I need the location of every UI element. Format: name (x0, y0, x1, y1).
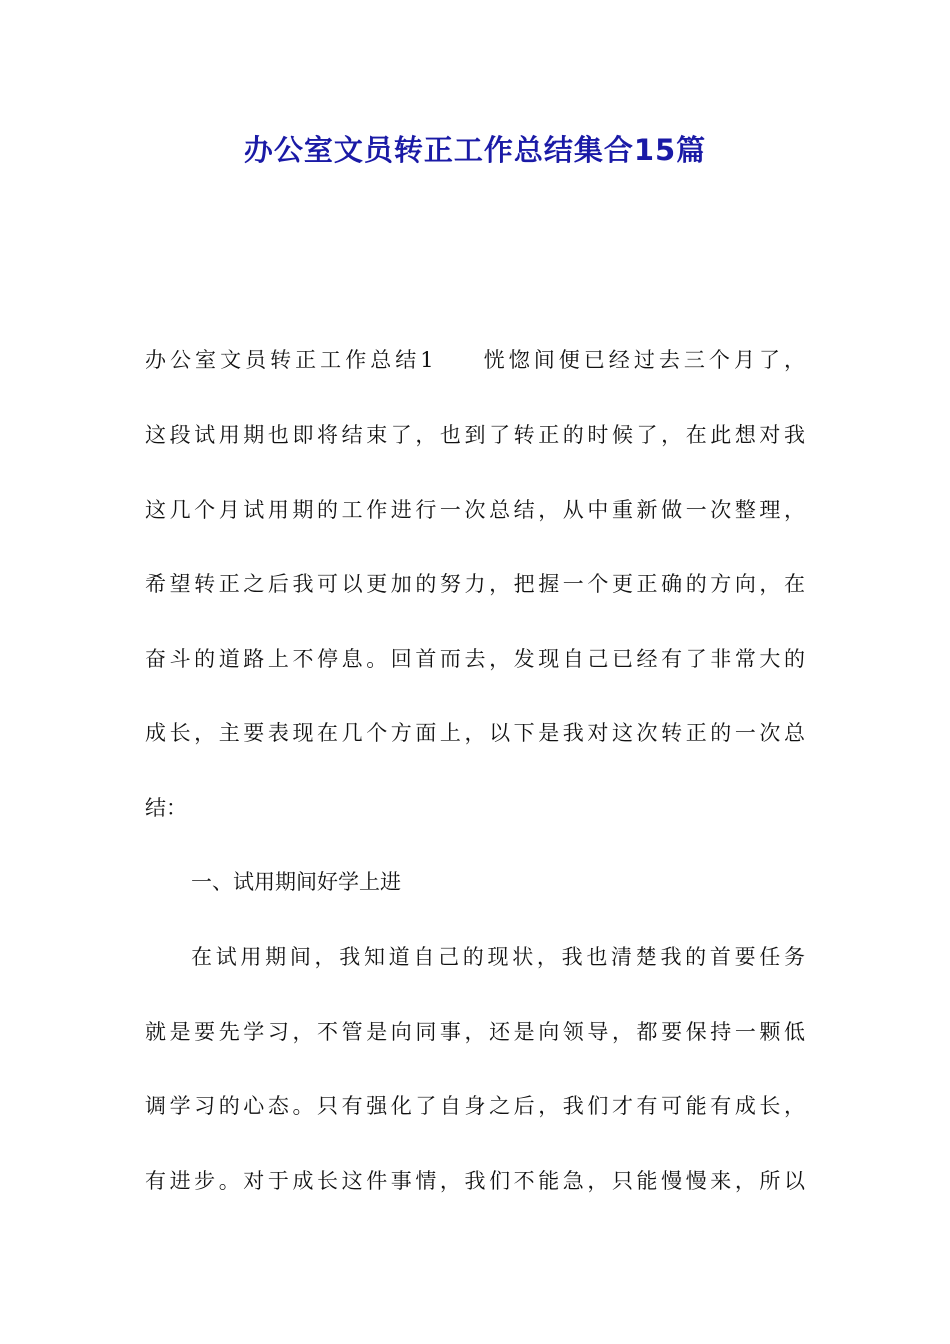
paragraph-line: 就是要先学习，不管是向同事，还是向领导，都要保持一颗低 (145, 1020, 805, 1044)
paragraph-line: 希望转正之后我可以更加的努力，把握一个更正确的方向，在 (145, 572, 805, 596)
paragraph-line (145, 346, 805, 374)
subsection-heading: 一、试用期间好学上进 (191, 870, 401, 894)
paragraph-line: 这段试用期也即将结束了，也到了转正的时候了，在此想对我 (145, 423, 805, 447)
document-title: 办公室文员转正工作总结集合15篇 (243, 133, 707, 167)
paragraph-line: 成长，主要表现在几个方面上，以下是我对这次转正的一次总 (145, 721, 805, 745)
paragraph-line: 调学习的心态。只有强化了自身之后，我们才有可能有成长， (145, 1094, 805, 1118)
paragraph-line: 在试用期间，我知道自己的现状，我也清楚我的首要任务 (191, 945, 805, 969)
paragraph-line: 有进步。对于成长这件事情，我们不能急，只能慢慢来，所以 (145, 1169, 805, 1193)
paragraph-line: 这几个月试用期的工作进行一次总结，从中重新做一次整理， (145, 498, 805, 522)
paragraph-line: 奋斗的道路上不停息。回首而去，发现自己已经有了非常大的 (145, 647, 805, 671)
paragraph-line: 结： (145, 796, 187, 820)
paragraph-text: 恍惚间便已经过去三个月了， (479, 348, 805, 372)
section-heading: 办公室文员转正工作总结1 (145, 348, 434, 372)
